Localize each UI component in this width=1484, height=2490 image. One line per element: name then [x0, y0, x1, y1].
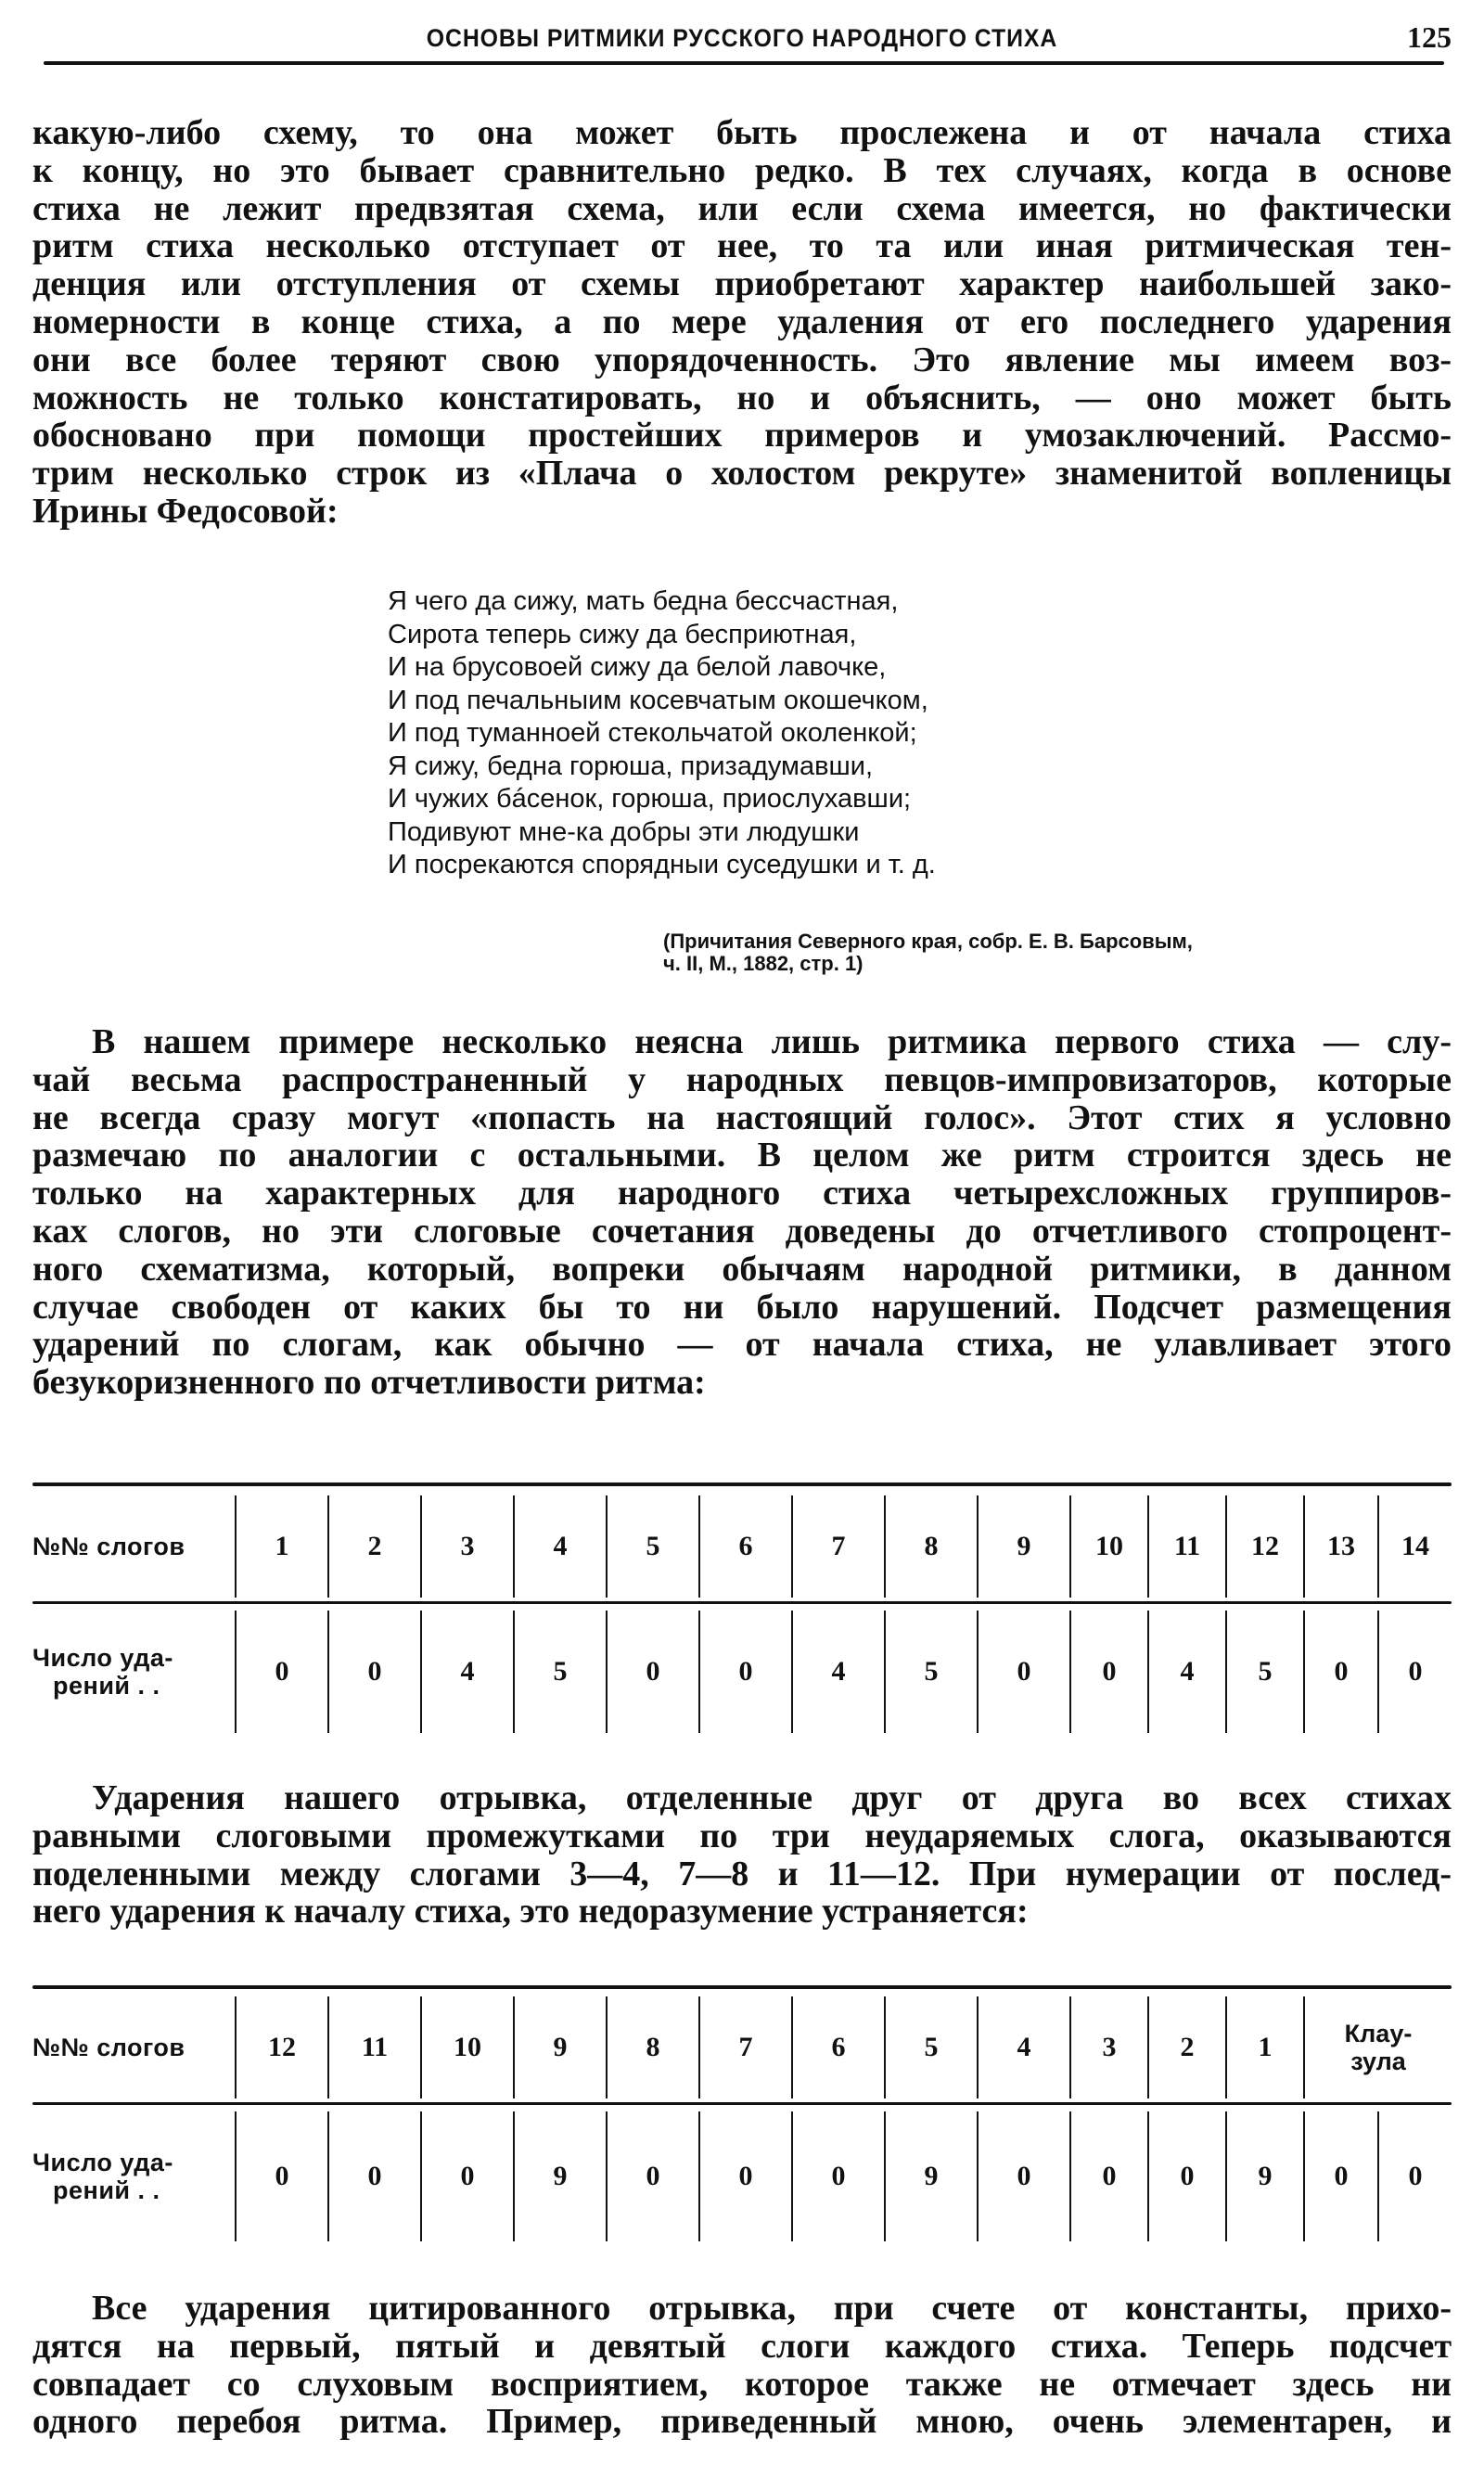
row-label-line: Число уда-: [32, 1644, 173, 1672]
syllable-stress-table-reverse: [32, 1985, 1452, 2240]
poem-line: Я чего да сижу, мать бедна бессчастная,: [388, 586, 899, 616]
table-cell: 4: [420, 1611, 513, 1733]
table-cell: 0: [1303, 1611, 1377, 1733]
text-line: Ударения нашего отрывка, отделенные друг от друга во всех стихах: [92, 1778, 1452, 1817]
table-cell: 0: [791, 2111, 884, 2241]
text-line: обосновано при помощи простейших примеров и умозаключений. Рассмо-: [32, 416, 1452, 456]
table-cell: 5: [513, 1611, 606, 1733]
table-cell: 4: [977, 1996, 1069, 2099]
table-cell: 0: [1303, 2111, 1377, 2241]
syllable-stress-table-forward: [32, 1482, 1452, 1733]
table-cell: 9: [884, 2111, 977, 2241]
table-cell: 0: [698, 1611, 791, 1733]
table-row-stress-counts: [32, 1611, 1452, 1733]
table-cell: 0: [235, 1611, 327, 1733]
table-cell: 0: [977, 1611, 1069, 1733]
row-label-line: рений . .: [53, 1672, 160, 1700]
poem-line: И посрекаются спорядныи суседушки и т. д.: [388, 850, 936, 879]
text-line: одного перебоя ритма. Пример, приведенный мною, очень элементарен, и: [32, 2402, 1452, 2442]
text-line: Все ударения цитированного отрывка, при счете от константы, прихо-: [92, 2289, 1452, 2328]
text-line: него ударения к началу стиха, это недоразумение устраняется:: [32, 1892, 1029, 1932]
table-cell: 12: [1225, 1495, 1303, 1598]
text-line: стиха не лежит предвзятая схема, или если схема имеется, но фактически: [32, 188, 1452, 228]
table-cell: 7: [698, 1996, 791, 2099]
text-line: они все более теряют свою упорядоченность. Это явление мы имеем воз-: [32, 340, 1452, 379]
table-cell: 0: [1069, 1611, 1147, 1733]
clausula-line: Клау-: [1344, 2020, 1413, 2047]
table-cell: 8: [606, 1996, 698, 2099]
text-line: к концу, но это бывает сравнительно редко. В тех случаях, когда в основе: [32, 150, 1452, 190]
citation-line: (Причитания Северного края, собр. Е. В. Барсовым,: [663, 930, 1193, 953]
table-cell: 0: [327, 2111, 420, 2241]
row-label: [32, 2111, 235, 2241]
text-line: только на характерных для народного стиха четырехсложных группиров-: [32, 1174, 1452, 1213]
table-cell: 2: [327, 1495, 420, 1598]
text-line: ударений по слогам, как обычно — от начала стиха, не улавливает этого: [32, 1325, 1452, 1365]
table-cell: 0: [606, 1611, 698, 1733]
text-line: ках слогов, но эти слоговые сочетания доведены до отчетливого стопроцент-: [32, 1211, 1452, 1251]
text-line: какую-либо схему, то она может быть прослежена и от начала стиха: [32, 113, 1452, 152]
paragraph-3: [32, 1779, 1452, 1931]
text-line: Ирины Федосовой:: [32, 491, 339, 531]
table-cell: 0: [698, 2111, 791, 2241]
table-cell: 9: [977, 1495, 1069, 1598]
table-cell: 4: [1147, 1611, 1225, 1733]
table-cell: 0: [1377, 2111, 1452, 2241]
table-cell: 9: [513, 2111, 606, 2241]
poem-line: Сирота теперь сижу да бесприютная,: [388, 619, 857, 649]
table-cell: 3: [1069, 1996, 1147, 2099]
text-line: случае свободен от каких бы то ни было нарушений. Подсчет размещения: [32, 1287, 1452, 1327]
text-line: равными слоговыми промежутками по три неударяемых слога, оказываются: [32, 1816, 1452, 1855]
table-cell: 3: [420, 1495, 513, 1598]
poem-line: И под туманноей стекольчатой околенкой;: [388, 718, 917, 748]
table-row-syllable-numbers: [32, 1996, 1452, 2099]
table-cell: 9: [513, 1996, 606, 2099]
text-line: ритм стиха несколько отступает от нее, то та или иная ритмическая тен-: [32, 226, 1452, 266]
table-cell: 8: [884, 1495, 977, 1598]
table-cell: 0: [1377, 1611, 1452, 1733]
table-cell: 0: [327, 1611, 420, 1733]
paragraph-4: [32, 2290, 1452, 2441]
poem-line: Я сижу, бедна горюша, призадумавши,: [388, 751, 874, 781]
poem-line: И на брусовоей сижу да белой лавочке,: [388, 652, 887, 682]
table-cell: 12: [235, 1996, 327, 2099]
table-cell: 0: [1147, 2111, 1225, 2241]
poem-line: И под печальныим косевчатым окошечком,: [388, 685, 928, 715]
poem-line: И чужих бáсенок, горюша, приослухавши;: [388, 784, 912, 814]
running-header: [32, 20, 1452, 61]
citation-line: ч. II, М., 1882, стр. 1): [663, 952, 864, 975]
table-row-syllable-numbers: [32, 1495, 1452, 1598]
table-top-rule: [32, 1482, 1452, 1486]
table-cell: 4: [513, 1495, 606, 1598]
clausula-header: [1303, 1996, 1452, 2099]
paragraph-2: [32, 1023, 1452, 1402]
text-line: В нашем примере несколько неясна лишь ритмика первого стиха — слу-: [92, 1022, 1452, 1061]
text-line: чай весьма распространенный у народных певцов-импровизаторов, которые: [32, 1059, 1452, 1099]
table-cell: 10: [420, 1996, 513, 2099]
table-cell: 0: [420, 2111, 513, 2241]
text-line: не всегда сразу могут «попасть на настоящий голос». Этот стих я условно: [32, 1097, 1452, 1137]
table-cell: 1: [1225, 1996, 1303, 2099]
table-cell: 0: [977, 2111, 1069, 2241]
table-mid-rule: [32, 1601, 1452, 1604]
table-cell: 9: [1225, 2111, 1303, 2241]
row-label: №№ слогов: [32, 1532, 186, 1560]
text-line: размечаю по аналогии с остальными. В целом же ритм строится здесь не: [32, 1136, 1452, 1175]
poem-line: Подивуют мне-ка добры эти людушки: [388, 816, 860, 847]
table-cell: 10: [1069, 1495, 1147, 1598]
table-cell: 5: [606, 1495, 698, 1598]
table-cell: 0: [1069, 2111, 1147, 2241]
row-label-line: рений . .: [53, 2176, 160, 2204]
table-cell: 0: [235, 2111, 327, 2241]
table-cell: 14: [1377, 1495, 1452, 1598]
table-mid-rule: [32, 2102, 1452, 2105]
paragraph-1: [32, 114, 1452, 531]
text-line: безукоризненного по отчетливости ритма:: [32, 1363, 706, 1403]
table-cell: 2: [1147, 1996, 1225, 2099]
header-rule: [44, 61, 1444, 65]
table-cell: 0: [606, 2111, 698, 2241]
table-cell: 4: [791, 1611, 884, 1733]
table-cell: 11: [1147, 1495, 1225, 1598]
page-number: 125: [1407, 20, 1452, 54]
text-line: поделенными между слогами 3—4, 7—8 и 11—12. При нумерации от послед-: [32, 1854, 1452, 1893]
text-line: трим несколько строк из «Плача о холостом рекруте» знаменитой вопленицы: [32, 454, 1452, 494]
text-line: денция или отступления от схемы приобретают характер наибольшей зако-: [32, 264, 1452, 304]
table-cell: 11: [327, 1996, 420, 2099]
table-row-stress-counts: [32, 2111, 1452, 2241]
table-cell: 5: [1225, 1611, 1303, 1733]
text-line: номерности в конце стиха, а по мере удаления от его последнего ударения: [32, 302, 1452, 341]
clausula-line: зула: [1350, 2047, 1406, 2075]
table-cell: 6: [698, 1495, 791, 1598]
text-line: ного схематизма, который, вопреки обычаям народной ритмики, в данном: [32, 1249, 1452, 1289]
table-cell: 6: [791, 1996, 884, 2099]
table-cell: 7: [791, 1495, 884, 1598]
table-cell: 1: [235, 1495, 327, 1598]
running-title: ОСНОВЫ РИТМИКИ РУССКОГО НАРОДНОГО СТИХА: [426, 24, 1058, 52]
text-line: совпадает со слуховым восприятием, которое также не отмечает здесь ни: [32, 2364, 1452, 2404]
row-label: №№ слогов: [32, 2033, 186, 2061]
text-line: дятся на первый, пятый и девятый слоги каждого стиха. Теперь подсчет: [32, 2326, 1452, 2366]
table-cell: 5: [884, 1996, 977, 2099]
poem-quote: [388, 585, 1222, 882]
row-label: [32, 1611, 235, 1733]
row-label-line: Число уда-: [32, 2149, 173, 2176]
table-cell: 13: [1303, 1495, 1377, 1598]
table-cell: 5: [884, 1611, 977, 1733]
table-top-rule: [32, 1985, 1452, 1989]
text-line: можность не только констатировать, но и объяснить, — оно может быть: [32, 378, 1452, 417]
poem-citation: [663, 931, 1479, 975]
